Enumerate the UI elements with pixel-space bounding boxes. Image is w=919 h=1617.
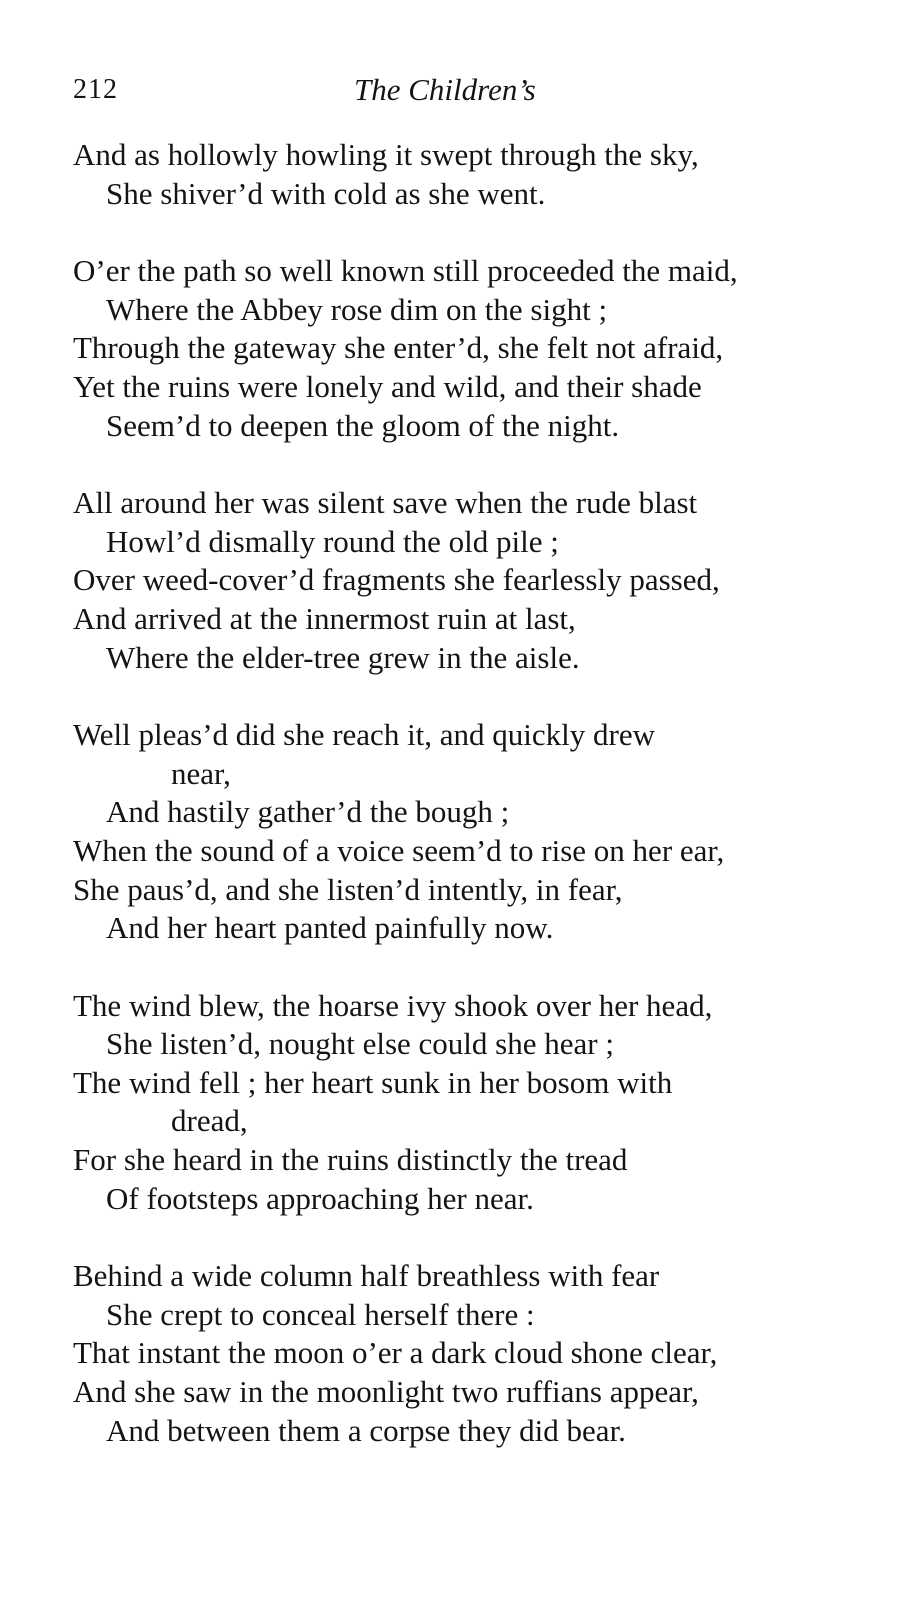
verse-line: And hastily gather’d the bough ;	[106, 794, 510, 830]
stanza	[73, 1257, 863, 1450]
verse-line: Well pleas’d did she reach it, and quickly drew	[73, 717, 656, 753]
verse-line: Where the elder-tree grew in the aisle.	[106, 639, 580, 675]
stanza	[73, 484, 863, 677]
verse-line: O’er the path so well known still proceeded the maid,	[73, 253, 738, 289]
verse-line: Yet the ruins were lonely and wild, and their shade	[73, 368, 702, 404]
verse-line: Where the Abbey rose dim on the sight ;	[106, 291, 608, 327]
verse-line: All around her was silent save when the rude blast	[73, 485, 698, 521]
verse-line-continuation: dread,	[171, 1103, 248, 1139]
stanza	[73, 136, 863, 213]
verse-line: That instant the moon o’er a dark cloud shone clear,	[73, 1335, 718, 1371]
verse-line: Howl’d dismally round the old pile ;	[106, 523, 559, 559]
poem-body	[73, 136, 863, 1489]
verse-line: Through the gateway she enter’d, she felt not afraid,	[73, 330, 724, 366]
verse-line: She listen’d, nought else could she hear ;	[106, 1026, 614, 1062]
verse-line: And as hollowly howling it swept through the sky,	[73, 137, 699, 172]
verse-line: She shiver’d with cold as she went.	[106, 175, 546, 211]
verse-line: For she heard in the ruins distinctly the tread	[73, 1142, 628, 1178]
page-number: 212	[73, 74, 118, 105]
verse-line: When the sound of a voice seem’d to rise on her ear,	[73, 832, 725, 868]
stanza	[73, 987, 863, 1219]
verse-line: Over weed-cover’d fragments she fearlessly passed,	[73, 562, 720, 598]
verse-line: The wind fell ; her heart sunk in her bosom with	[73, 1064, 673, 1100]
verse-line: And her heart panted painfully now.	[106, 910, 554, 946]
verse-line: The wind blew, the hoarse ivy shook over her head,	[73, 987, 713, 1023]
stanza	[73, 252, 863, 445]
verse-line: Behind a wide column half breathless with fear	[73, 1258, 660, 1294]
running-title: The Children’s	[354, 72, 536, 107]
verse-line: And she saw in the moonlight two ruffians appear,	[73, 1374, 699, 1410]
verse-line: And between them a corpse they did bear.	[106, 1412, 626, 1448]
verse-line: She paus’d, and she listen’d intently, in fear,	[73, 871, 623, 907]
verse-line: Of footsteps approaching her near.	[106, 1180, 534, 1216]
verse-line: And arrived at the innermost ruin at last,	[73, 600, 576, 636]
verse-line: She crept to conceal herself there :	[106, 1296, 535, 1332]
verse-line: Seem’d to deepen the gloom of the night.	[106, 407, 620, 443]
verse-line-continuation: near,	[171, 755, 231, 791]
stanza	[73, 716, 863, 948]
